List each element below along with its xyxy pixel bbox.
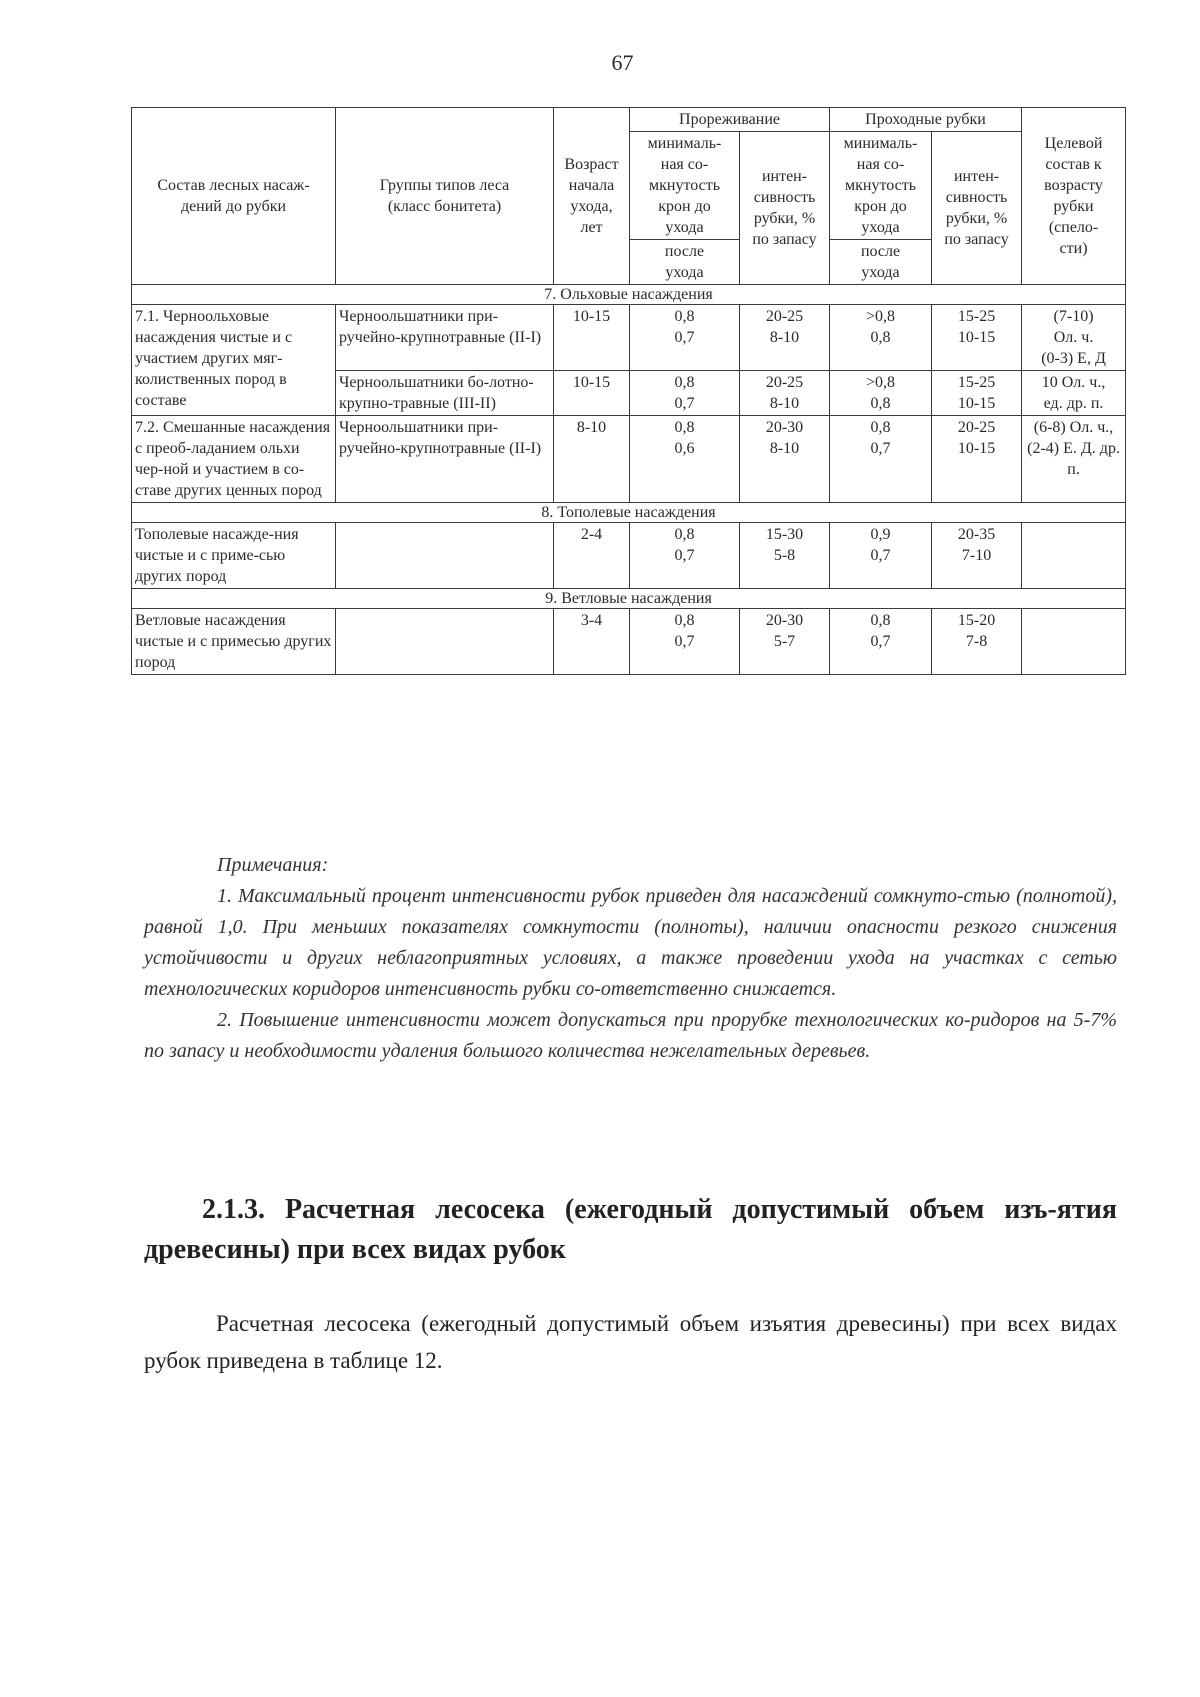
cell-passage-intensity: 20-35 7-10 [932,523,1022,589]
cell-composition: 7.1. Черноольховые насаждения чистые и с участием других мяг-колиственных пород в составе [132,305,336,416]
section-title: 8. Тополевые насаждения [132,503,1126,523]
cell-thinning-intensity: 20-25 8-10 [740,305,830,371]
cell-passage-density: 0,8 0,7 [830,609,932,675]
cell-target-composition [1022,523,1126,589]
cell-thinning-density: 0,8 0,7 [630,609,740,675]
cell-passage-density: >0,8 0,8 [830,305,932,371]
cell-thinning-density: 0,8 0,7 [630,523,740,589]
cell-passage-intensity: 15-25 10-15 [932,371,1022,416]
cell-forest-group [336,609,554,675]
cell-age: 3-4 [554,609,630,675]
cell-thinning-intensity: 15-30 5-8 [740,523,830,589]
cell-passage-intensity: 20-25 10-15 [932,416,1022,503]
section-title: 9. Ветловые насаждения [132,589,1126,609]
cell-target-composition [1022,609,1126,675]
header-target-composition: Целевой состав к возрасту рубки (спело- сти) [1022,108,1126,285]
page-number: 67 [611,50,634,75]
section-row [132,589,1126,609]
cell-passage-density: >0,8 0,8 [830,371,932,416]
table-row [132,609,1126,675]
header-thinning-min-density: минималь- ная со- мкнутость крон до ухода [630,132,740,240]
cell-passage-density: 0,8 0,7 [830,416,932,503]
header-composition: Состав лесных насаж- дений до рубки [132,108,336,285]
header-passage-cutting: Проходные рубки [830,108,1022,132]
header-thinning: Прореживание [630,108,830,132]
cell-thinning-intensity: 20-30 8-10 [740,416,830,503]
cell-age: 10-15 [554,305,630,371]
header-passage-after-care: после ухода [830,240,932,285]
section-title: 7. Ольховые насаждения [132,285,1126,305]
cell-forest-group: Черноольшатники при-ручейно-крупнотравные (II-I) [336,305,554,371]
cell-passage-intensity: 15-25 10-15 [932,305,1022,371]
cell-composition: 7.2. Смешанные насаждения с преоб-ладанием ольхи чер-ной и участием в со-ставе других ценных пород [132,416,336,503]
cell-thinning-density: 0,8 0,7 [630,371,740,416]
section-row [132,503,1126,523]
header-forest-groups: Группы типов леса (класс бонитета) [336,108,554,285]
table-body [132,285,1126,675]
section-heading: 2.1.3. Расчетная лесосека (ежегодный допустимый объем изъ-ятия древесины) при всех видах рубок [144,1194,1117,1265]
header-thinning-after-care: после ухода [630,240,740,285]
cell-forest-group: Черноольшатники при-ручейно-крупнотравные (II-I) [336,416,554,503]
cell-composition: Ветловые насаждения чистые и с примесью других пород [132,609,336,675]
note-item-1: 1. Максимальный процент интенсивности рубок приведен для насаждений сомкнуто-стью (полнотой), равной 1,0. При меньших показателях сомкнутости (полноты), наличии опасности резкого снижения устойчивости и других неблагоприятных условиях, а также проведении ухода на участках с сетью технологических коридоров интенсивность рубки со-ответственно снижается. [144,885,1117,1000]
cell-thinning-density: 0,8 0,7 [630,305,740,371]
cell-age: 10-15 [554,371,630,416]
cell-target-composition: (7-10) Ол. ч. (0-3) Е, Д [1022,305,1126,371]
cell-passage-intensity: 15-20 7-8 [932,609,1022,675]
header-passage-min-density: минималь- ная со- мкнутость крон до ухода [830,132,932,240]
table-row [132,416,1126,503]
note-item-2: 2. Повышение интенсивности может допускаться при прорубке технологических ко-ридоров на 5-7% по запасу и необходимости удаления большого количества нежелательных деревьев. [144,1009,1117,1062]
cell-thinning-intensity: 20-25 8-10 [740,371,830,416]
body-paragraph: Расчетная лесосека (ежегодный допустимый объем изъятия древесины) при всех видах рубок приведена в таблице 12. [144,1311,1117,1373]
cell-passage-density: 0,9 0,7 [830,523,932,589]
cell-thinning-density: 0,8 0,6 [630,416,740,503]
header-thinning-intensity: интен- сивность рубки, % по запасу [740,132,830,285]
section-row [132,285,1126,305]
cell-forest-group [336,523,554,589]
header-age: Возраст начала ухода, лет [554,108,630,285]
cell-target-composition: (6-8) Ол. ч., (2-4) Е. Д. др. п. [1022,416,1126,503]
cell-target-composition: 10 Ол. ч., ед. др. п. [1022,371,1126,416]
cell-age: 2-4 [554,523,630,589]
table-row [132,305,1126,371]
table-row [132,523,1126,589]
notes-block [144,850,1117,1067]
cell-forest-group: Черноольшатники бо-лотно-крупно-травные (III-II) [336,371,554,416]
cell-thinning-intensity: 20-30 5-7 [740,609,830,675]
cell-composition: Тополевые насажде-ния чистые и с приме-сью других пород [132,523,336,589]
forest-care-table [131,107,1126,675]
header-passage-intensity: интен- сивность рубки, % по запасу [932,132,1022,285]
table-header [132,108,1126,285]
cell-age: 8-10 [554,416,630,503]
notes-title: Примечания: [217,854,329,876]
